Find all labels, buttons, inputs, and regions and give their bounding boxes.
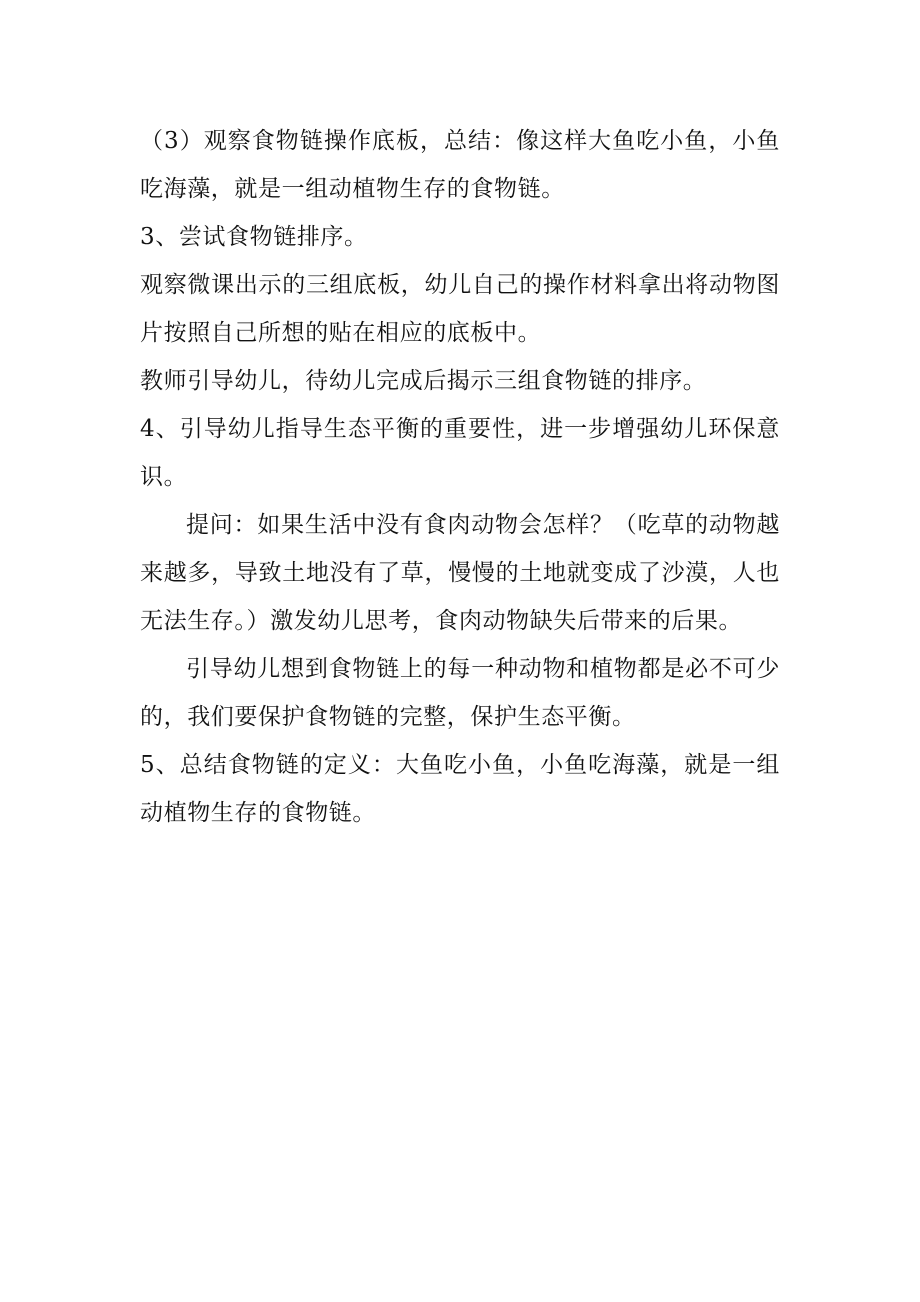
paragraph-observe-summary: （3）观察食物链操作底板，总结：像这样大鱼吃小鱼，小鱼吃海藻，就是一组动植物生存的食物链。 [140, 128, 780, 202]
paragraph-teacher-guide: 教师引导幼儿，待幼儿完成后揭示三组食物链的排序。 [140, 368, 707, 394]
document-body [140, 117, 780, 837]
paragraph-question: 提问：如果生活中没有食肉动物会怎样？（吃草的动物越来越多，导致土地没有了草，慢慢的土地就变成了沙漠，人也无法生存。）激发幼儿思考，食肉动物缺失后带来的后果。 [140, 512, 780, 634]
paragraph-step-4-heading: 4、引导幼儿指导生态平衡的重要性，进一步增强幼儿环保意识。 [140, 416, 780, 490]
paragraph-observe-boards: 观察微课出示的三组底板，幼儿自己的操作材料拿出将动物图片按照自己所想的贴在相应的底板中。 [140, 272, 780, 346]
paragraph-step-5-definition: 5、总结食物链的定义：大鱼吃小鱼，小鱼吃海藻，就是一组动植物生存的食物链。 [140, 752, 780, 826]
paragraph-guide-conclusion: 引导幼儿想到食物链上的每一种动物和植物都是必不可少的，我们要保护食物链的完整，保护生态平衡。 [140, 656, 780, 730]
paragraph-step-3-heading: 3、尝试食物链排序。 [140, 224, 368, 250]
